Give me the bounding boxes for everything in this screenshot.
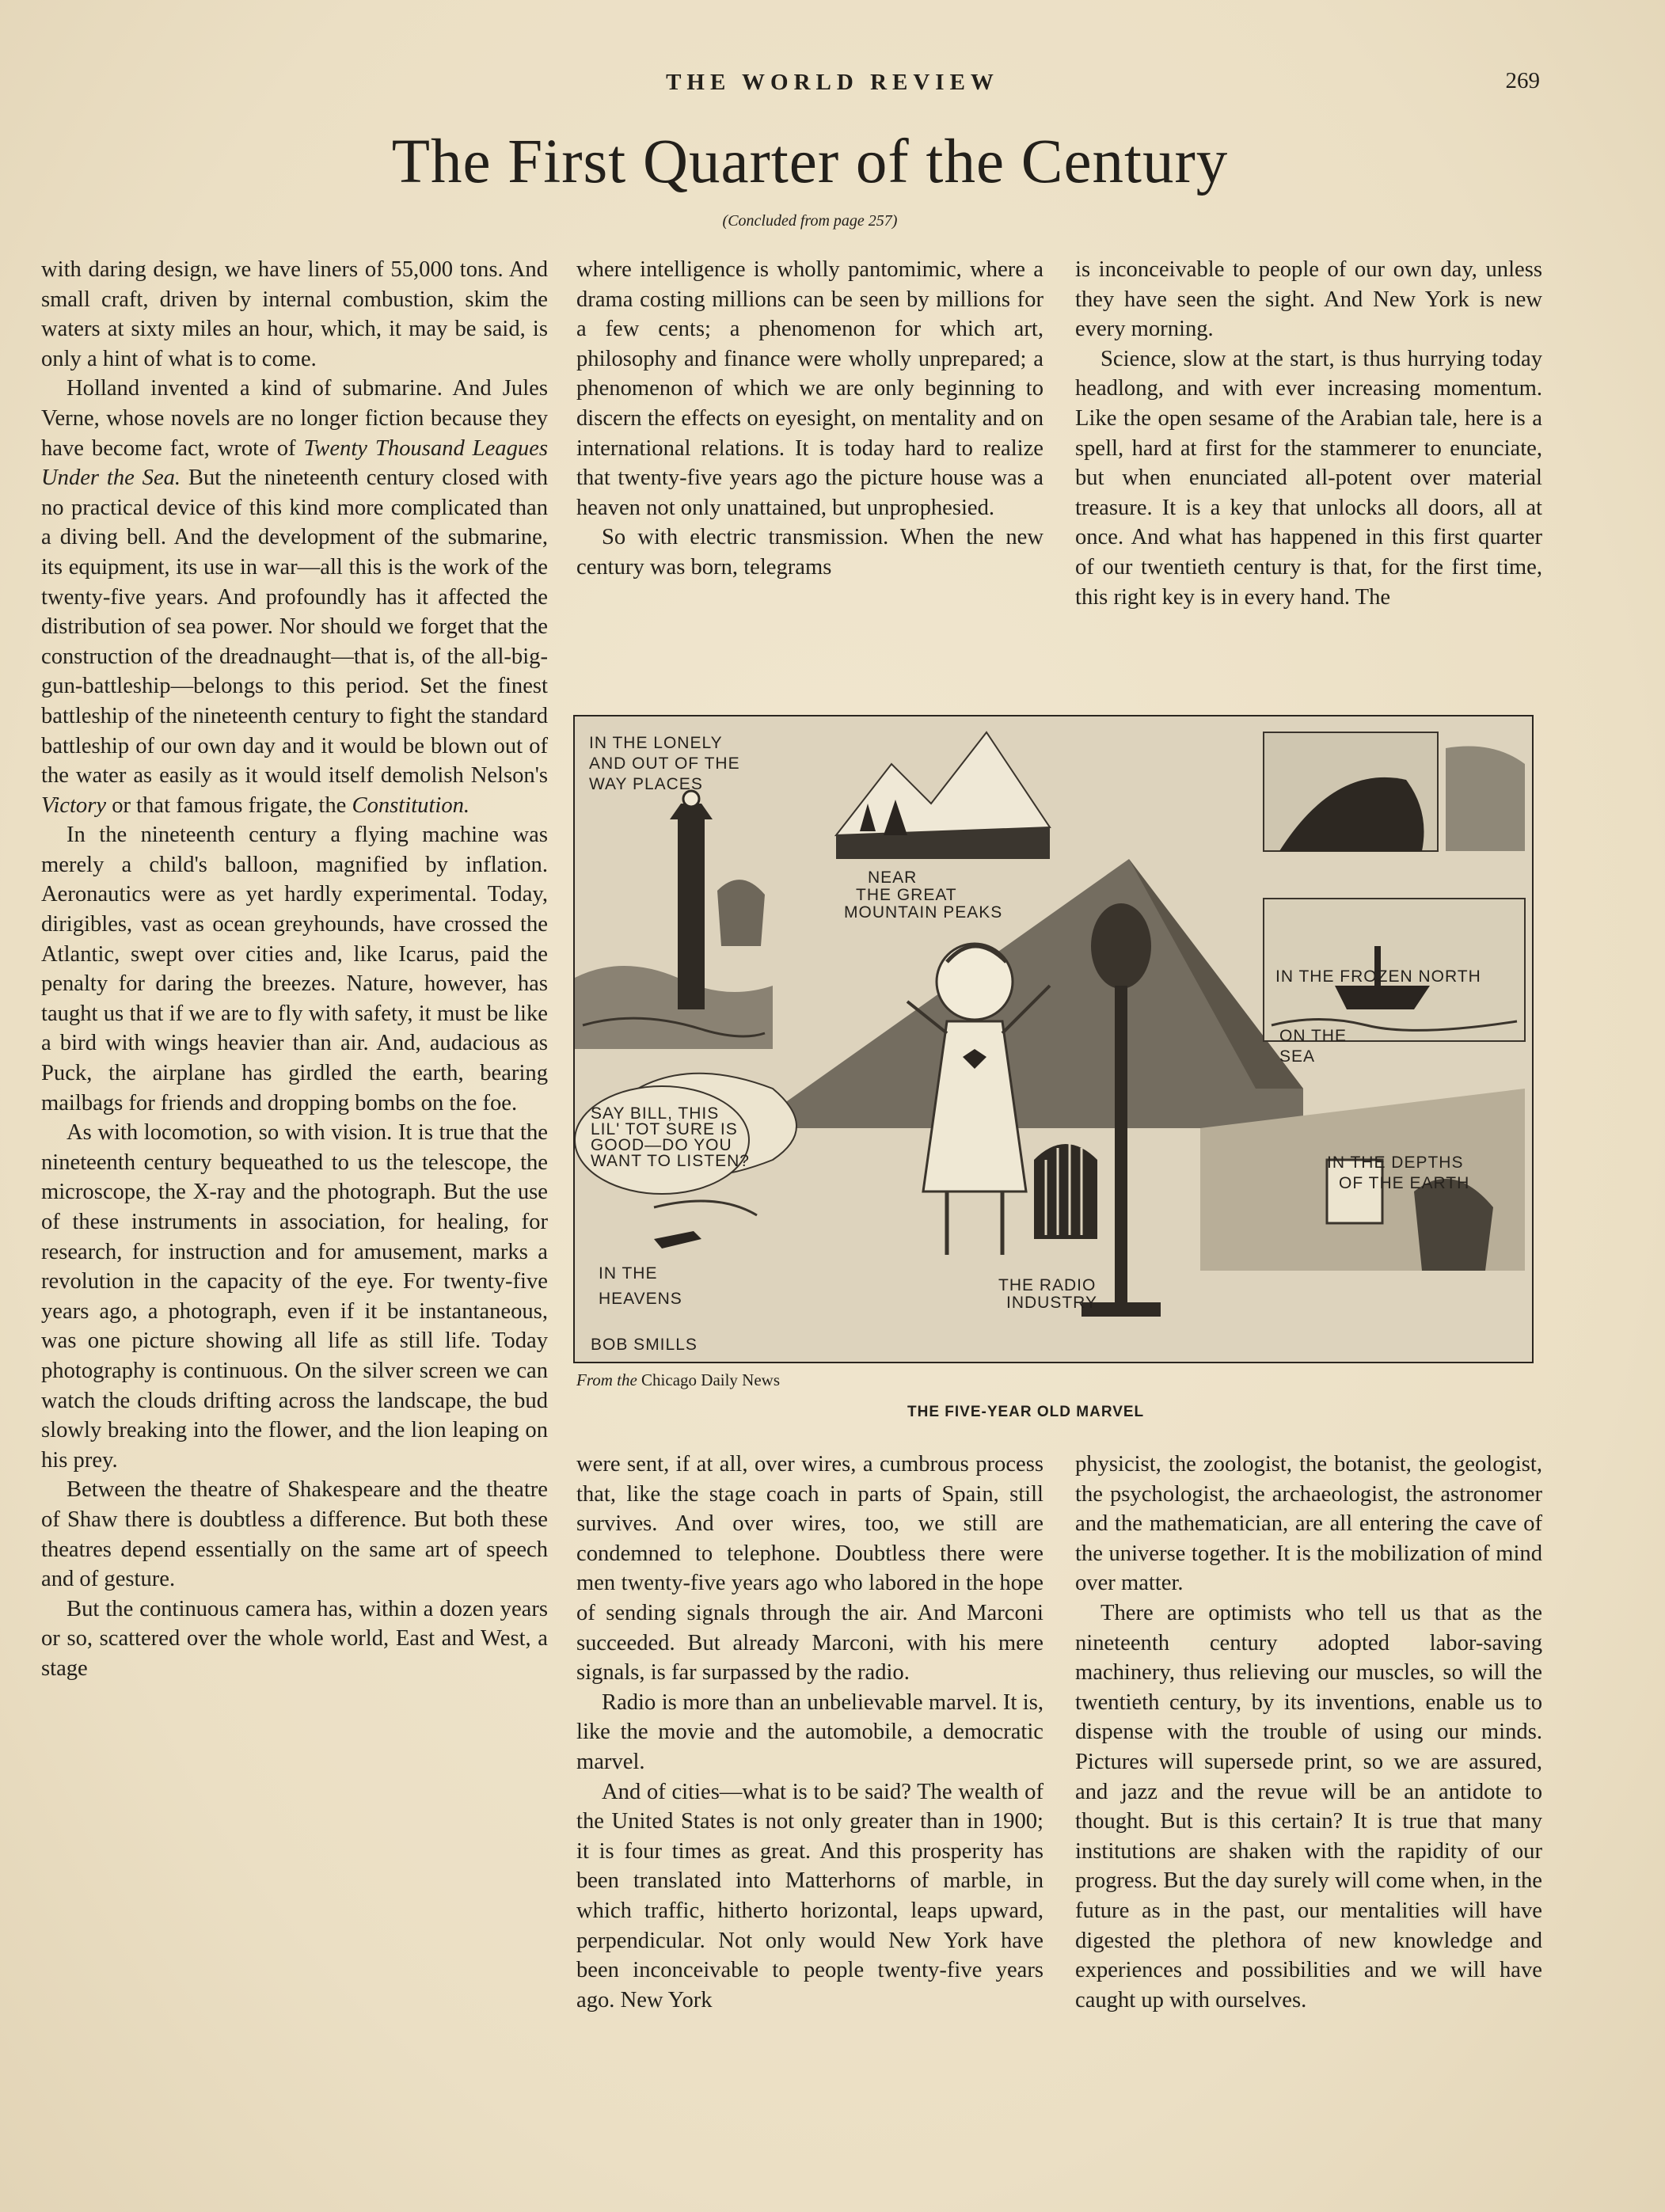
image-credit [576, 1370, 780, 1390]
paragraph [41, 374, 548, 820]
paragraph: But the continuous camera has, within a dozen years or so, scattered over the whole world, East and West, a stage [41, 1596, 548, 1681]
label-lonely: IN THE LONELY [589, 734, 723, 752]
label-earth-depths: IN THE DEPTHS [1327, 1154, 1464, 1172]
label-earth-depths: OF THE EARTH [1339, 1174, 1470, 1192]
label-sea: ON THE [1279, 1027, 1347, 1045]
text-run: But the nineteenth century closed with no practical device of this kind more complicated than a diving bell. And the development of the submarine, its equipment, its use in war—all this is the work of the twenty-five years. And profoundly has it affected the distribution of sea power. Nor should we forget that the construction of the dreadnaught—that is, of the all-big-gun-battleship—belongs to this period. Set the finest battleship of the nineteenth century to fight the standard battleship of our own day and it would be blown out of the water as easily as it would itself demolish Nelson's [41, 466, 548, 789]
label-lonely: WAY PLACES [589, 775, 703, 793]
paragraph: Radio is more than an unbelievable marvel. It is, like the movie and the automobile, a democratic marvel. [576, 1689, 1043, 1774]
column-3-bottom [1075, 1450, 1542, 2015]
speech-bubble-text: WANT TO LISTEN? [591, 1152, 750, 1170]
speech-bubble-text: LIL' TOT SURE IS [591, 1120, 738, 1138]
cartoon-caption: THE FIVE-YEAR OLD MARVEL [907, 1404, 1145, 1420]
cartoon-illustration [573, 715, 1534, 1363]
speech-bubble-text: SAY BILL, THIS [591, 1104, 720, 1123]
label-mountain: THE GREAT [856, 886, 957, 904]
publication-masthead: THE WORLD REVIEW [666, 70, 999, 95]
column-2-top [576, 255, 1043, 583]
column-1 [41, 255, 548, 1684]
column-3-top [1075, 255, 1542, 612]
lighthouse-icon [678, 819, 705, 1009]
paragraph: And of cities—what is to be said? The wealth of the United States is not only greater than in 1900; it is four times as great. And this prosperity has been translated into Matterhorns of marble, in which traffic, hitherto horizontal, leaps upward, perpendicular. Not only would New York have been inconceivable to people twenty-five years ago. New York [576, 1779, 1043, 2012]
label-mountain: NEAR [868, 868, 918, 887]
frozen-north-scene [1264, 732, 1525, 851]
label-radio-industry: THE RADIO [998, 1276, 1097, 1294]
paragraph: Between the theatre of Shakespeare and the theatre of Shaw there is doubtless a difference. But both these theatres depend essentially on the same art of speech and of gesture. [41, 1477, 548, 1592]
paragraph: were sent, if at all, over wires, a cumbrous process that, like the stage coach in parts of Spain, still survives. And over wires, too, we still are condemned to telephone. Doubtless there were men twenty-five years ago who labored in the hope of sending signals through the air. And Marconi succeeded. But already Marconi, with his mere signals, is far surpassed by the radio. [576, 1452, 1043, 1686]
paragraph: physicist, the zoologist, the botanist, the geologist, the psychologist, the archaeologist, the astronomer and the mathematician, are all entering the cave of the universe together. It is the mobilization of mind over matter. [1075, 1452, 1542, 1596]
label-mountain: MOUNTAIN PEAKS [844, 903, 1003, 922]
paragraph: In the nineteenth century a flying machine was merely a child's balloon, magnified by inflation. Aeronautics were as yet hardly experimental. Today, dirigibles, vast as ocean greyhounds, have crossed the Atlantic, swept over cities and, like Icarus, paid the penalty for daring the breezes. Nature, however, has taught us that if we are to fly with safety, it must be like a bird with wings heavier than air. And, audacious as Puck, the airplane has girdled the earth, bearing mailbags for friends and dropping bombs on the foe. [41, 823, 548, 1116]
paragraph: with daring design, we have liners of 55,000 tons. And small craft, driven by internal combustion, skim the waters at sixty miles an hour, which, it may be said, is only a hint of what is to come. [41, 257, 548, 371]
label-lonely: AND OUT OF THE [589, 754, 740, 773]
paragraph: So with electric transmission. When the new century was born, telegrams [576, 525, 1043, 580]
article-title: The First Quarter of the Century [391, 127, 1229, 196]
paragraph: is inconceivable to people of our own day, unless they have seen the sight. And New York is new every morning. [1075, 257, 1542, 342]
label-heavens: HEAVENS [599, 1290, 682, 1308]
text-run: Holland invented a kind of submarine. And Jules Verne, whose novels are no longer fiction because they have become fact, wrote of [41, 376, 548, 461]
ship-name: Victory [41, 792, 107, 818]
label-frozen-north: IN THE FROZEN NORTH [1275, 967, 1481, 986]
column-2-bottom [576, 1450, 1043, 2015]
ship-icon [1335, 986, 1430, 1009]
artist-signature: BOB SMILLS [591, 1336, 698, 1354]
page-number: 269 [1505, 68, 1540, 93]
label-sea: SEA [1279, 1047, 1316, 1066]
cartoon-drawing [575, 716, 1532, 1362]
text-run: or that famous frigate, the [106, 792, 352, 818]
label-radio-industry: INDUSTRY [1006, 1294, 1097, 1312]
book-title: Twenty Thousand Leagues Under the Sea. [41, 435, 548, 491]
paragraph: There are optimists who tell us that as the nineteenth century adopted labor-saving machinery, thus relieving our muscles, so will the twentieth century, by its inventions, enable us to dispense with the trouble of using our minds. Pictures will supersede print, so we are assured, and jazz and the revue will be an antidote to thought. But is this certain? It is true that many institutions are shaken with the rapidity of our progress. But the day surely will come when, in the future as in the past, our mentalities will have digested the plethora of new knowledge and experiences and possibilities and we will have caught up with ourselves. [1075, 1600, 1542, 2012]
paragraph: As with locomotion, so with vision. It is true that the nineteenth century bequeathed to us the telescope, the microscope, the X-ray and the photograph. But the use of these instruments in association, for healing, for research, for instruction and for amusement, marks a revolution in the capacity of the eye. For twenty-five years ago, a photograph, even if it be instantaneous, was one picture showing all life as still life. Today photography is continuous. On the silver screen we can watch the clouds drifting across the landscape, the bud slowly breaking into the flower, and the lion leaping on his prey. [41, 1120, 548, 1473]
article-subtitle: (Concluded from page 257) [722, 212, 898, 230]
ship-name: Constitution. [352, 792, 470, 818]
credit-source: Chicago Daily News [641, 1370, 781, 1389]
listener-figure [717, 880, 765, 946]
paragraph: where intelligence is wholly pantomimic, where a drama costing millions can be seen by millions for a few cents; a phenomenon for which art, philosophy and finance were wholly unprepared; a phenomenon of which we are only beginning to discern the effects on eyesight, on mentality and on international relations. It is today hard to realize that twenty-five years ago the picture house was a heaven not only unattained, but unprophesied. [576, 257, 1043, 520]
paragraph: Science, slow at the start, is thus hurrying today headlong, and with ever increasing momentum. Like the open sesame of the Arabian tale, here is a spell, hard at first for the stammerer to enunciate, but when enunciated all-potent over material treasure. It is a key that unlocks all doors, all at once. And what has happened in this first quarter of our twentieth century is that, for the first time, this right key is in every hand. The [1075, 346, 1542, 610]
label-heavens: IN THE [599, 1264, 658, 1283]
credit-prefix: From the [576, 1370, 637, 1389]
radio-grille-icon [1034, 1144, 1097, 1239]
speech-bubble-text: GOOD—DO YOU [591, 1136, 732, 1154]
